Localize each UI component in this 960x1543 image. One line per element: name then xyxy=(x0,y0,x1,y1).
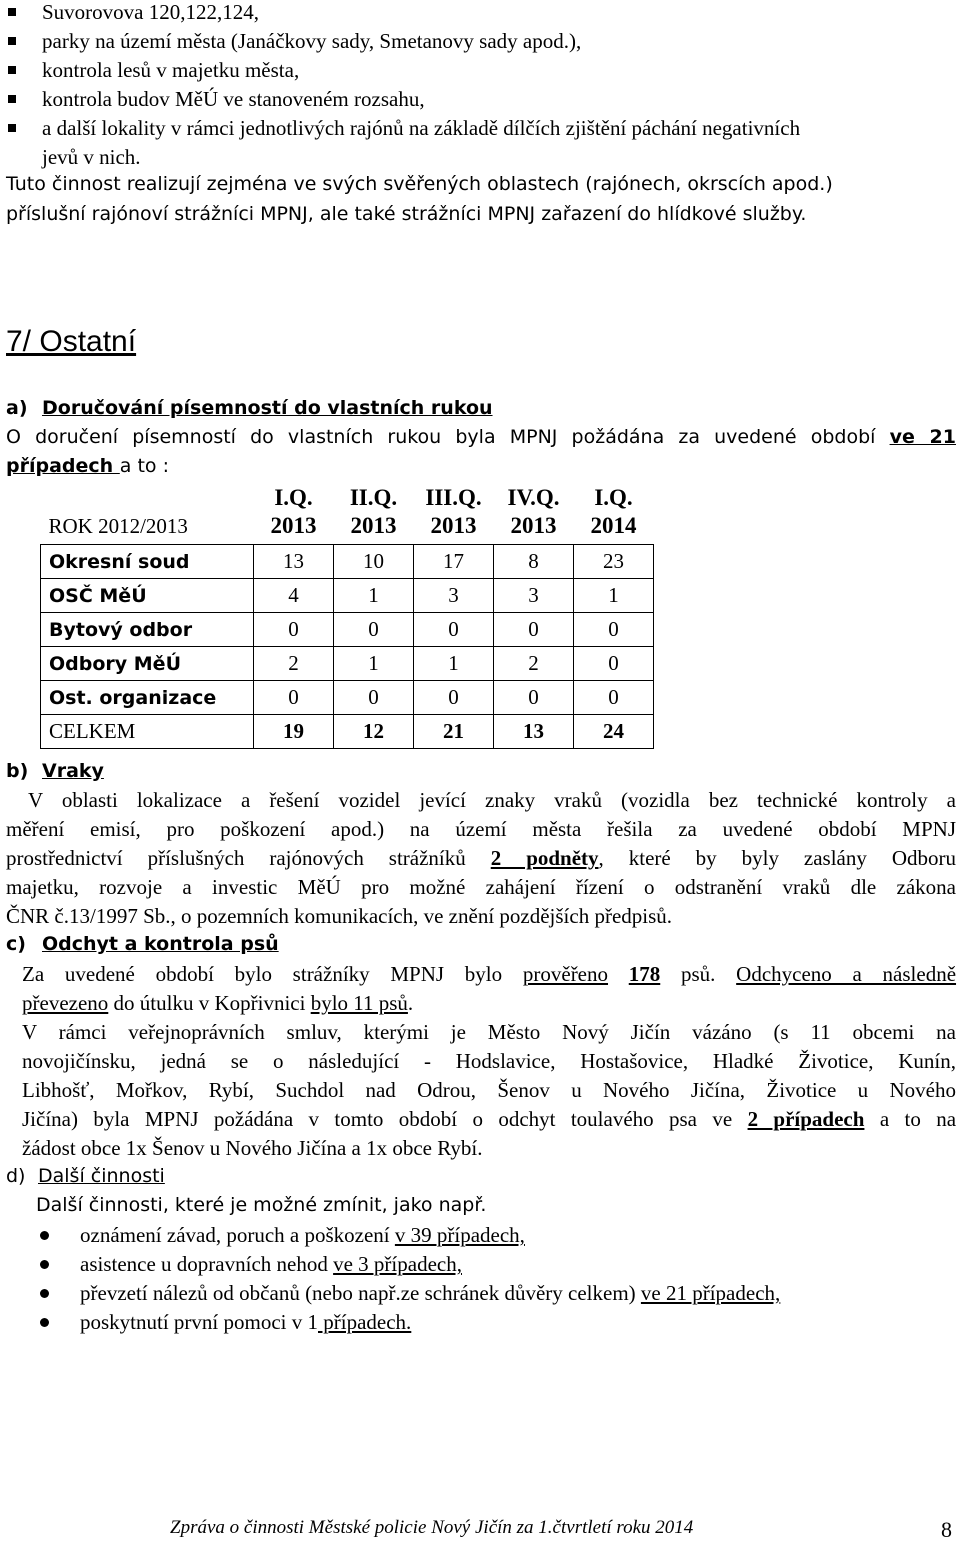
table-cell: 0 xyxy=(414,613,494,647)
section-a-letter: a) xyxy=(6,397,28,419)
table-header-row xyxy=(41,480,654,545)
list-item: parky na území města (Janáčkovy sady, Smetanovy sady apod.), xyxy=(42,29,582,53)
table-cell: 17 xyxy=(414,545,494,579)
section-d-intro: Další činnosti, které je možné zmínit, jako např. xyxy=(36,1194,487,1216)
section-d-heading: Další činnosti xyxy=(38,1165,165,1187)
list-item: Suvorovova 120,122,124, xyxy=(42,0,259,24)
square-bullet-icon xyxy=(8,124,16,132)
section-c-para-5: žádost obce 1x Šenov u Nového Jičína a 1x obce Rybí. xyxy=(22,1136,483,1160)
table-cell: 1 xyxy=(574,579,654,613)
round-bullet-icon xyxy=(40,1231,49,1240)
section-b-line-3: prostřednictví příslušných rajónových strážníků 2 podněty, které by byly zaslány Odboru xyxy=(6,846,956,870)
list-item: kontrola budov MěÚ ve stanoveném rozsahu, xyxy=(42,87,425,111)
section-a-line-2: případech a to : xyxy=(6,455,169,477)
table-cell: 21 xyxy=(414,715,494,749)
table-col-header: III.Q. 2013 xyxy=(414,480,494,545)
table-total-row xyxy=(41,715,654,749)
section-b-heading: Vraky xyxy=(42,760,104,782)
square-bullet-icon xyxy=(8,95,16,103)
table-cell: 10 xyxy=(334,545,414,579)
table-cell: 24 xyxy=(574,715,654,749)
table-col-header: I.Q. 2014 xyxy=(574,480,654,545)
square-bullet-icon xyxy=(8,37,16,45)
section-c-para-2: novojičínsku, jedná se o následující - Hodslavice, Hostašovice, Hladké Životice, Kunín, xyxy=(22,1049,956,1073)
section-a-line-1: O doručení písemností do vlastních rukou byla MPNJ požádána za uvedené období ve 21 xyxy=(6,426,956,448)
table-cell: 1 xyxy=(334,647,414,681)
table-cell: 1 xyxy=(334,579,414,613)
section-b-line-4: majetku, rozvoje a investic MěÚ pro možné zahájení řízení o odstranění vraků dle zákona xyxy=(6,875,956,899)
footer-text: Zpráva o činnosti Městské policie Nový Jičín za 1.čtvrtletí roku 2014 xyxy=(170,1517,694,1538)
list-item: převzetí nálezů od občanů (nebo např.ze schránek důvěry celkem) ve 21 případech, xyxy=(80,1281,781,1305)
table-cell: 3 xyxy=(414,579,494,613)
table-cell: 2 xyxy=(254,647,334,681)
section-d-letter: d) xyxy=(6,1165,26,1187)
section-b-line-2: měření emisí, pro poškození apod.) na území města řešila za uvedené období MPNJ xyxy=(6,817,956,841)
table-cell: 0 xyxy=(574,647,654,681)
table-row xyxy=(41,579,654,613)
row-label: OSČ MěÚ xyxy=(41,579,254,613)
section-title: 7/ Ostatní xyxy=(6,325,137,358)
table-row xyxy=(41,647,654,681)
section-b-letter: b) xyxy=(6,760,29,782)
table-cell: 23 xyxy=(574,545,654,579)
table-corner: ROK 2012/2013 xyxy=(41,480,254,545)
table-cell: 0 xyxy=(494,613,574,647)
table-row xyxy=(41,545,654,579)
round-bullet-icon xyxy=(40,1318,49,1327)
section-c-line-2: převezeno do útulku v Kopřivnici bylo 11 psů. xyxy=(22,991,414,1015)
table-cell: 8 xyxy=(494,545,574,579)
list-item: asistence u dopravních nehod ve 3 případech, xyxy=(80,1252,462,1276)
table-cell: 0 xyxy=(334,681,414,715)
table-cell: 0 xyxy=(254,613,334,647)
table-cell: 2 xyxy=(494,647,574,681)
list-item: kontrola lesů v majetku města, xyxy=(42,58,300,82)
round-bullet-icon xyxy=(40,1289,49,1298)
table-row xyxy=(41,681,654,715)
row-label: Okresní soud xyxy=(41,545,254,579)
table-cell: 19 xyxy=(254,715,334,749)
section-c-para-3: Libhošť, Mořkov, Rybí, Suchdol nad Odrou, Šenov u Nového Jičína, Životice u Nového xyxy=(22,1078,956,1102)
section-c-line-1: Za uvedené období bylo strážníky MPNJ bylo prověřeno 178 psů. Odchyceno a následně xyxy=(22,962,957,986)
section-c-letter: c) xyxy=(6,933,26,955)
section-a-heading: Doručování písemností do vlastních rukou xyxy=(42,397,493,419)
table-cell: 0 xyxy=(414,681,494,715)
section-c-para-1: V rámci veřejnoprávních smluv, kterými je Město Nový Jičín vázáno (s 11 obcemi na xyxy=(22,1020,956,1044)
square-bullet-icon xyxy=(8,66,16,74)
table-row xyxy=(41,613,654,647)
table-cell: 0 xyxy=(574,681,654,715)
page-number: 8 xyxy=(941,1517,952,1542)
square-bullet-icon xyxy=(8,8,16,16)
section-b-line-5: ČNR č.13/1997 Sb., o pozemních komunikacích, ve znění pozdějších předpisů. xyxy=(6,904,673,928)
round-bullet-icon xyxy=(40,1260,49,1269)
table-cell: 0 xyxy=(494,681,574,715)
table-cell: 13 xyxy=(254,545,334,579)
table-cell: 0 xyxy=(254,681,334,715)
list-item-continuation: jevů v nich. xyxy=(42,145,141,169)
row-label: CELKEM xyxy=(41,715,254,749)
table-cell: 0 xyxy=(334,613,414,647)
list-item: poskytnutí první pomoci v 1 případech. xyxy=(80,1310,412,1334)
table-cell: 13 xyxy=(494,715,574,749)
row-label: Bytový odbor xyxy=(41,613,254,647)
table-cell: 4 xyxy=(254,579,334,613)
intro-line-1: Tuto činnost realizují zejména ve svých svěřených oblastech (rajónech, okrscích apod.) xyxy=(6,173,833,195)
table-col-header: IV.Q. 2013 xyxy=(494,480,574,545)
table-cell: 1 xyxy=(414,647,494,681)
table-cell: 0 xyxy=(574,613,654,647)
table-col-header: I.Q. 2013 xyxy=(254,480,334,545)
list-item: a další lokality v rámci jednotlivých rajónů na základě dílčích zjištění páchání negativních xyxy=(42,116,801,140)
delivery-table xyxy=(40,480,654,749)
table-cell: 3 xyxy=(494,579,574,613)
list-item: oznámení závad, poruch a poškození v 39 případech, xyxy=(80,1223,525,1247)
intro-line-2: příslušní rajónoví strážníci MPNJ, ale také strážníci MPNJ zařazení do hlídkové služby. xyxy=(6,203,807,225)
section-b-line-1: V oblasti lokalizace a řešení vozidel jevící znaky vraků (vozidla bez technické kontroly a xyxy=(28,788,956,812)
section-c-para-4: Jičína) byla MPNJ požádána v tomto období o odchyt toulavého psa ve 2 případech a to na xyxy=(22,1107,957,1131)
section-c-heading: Odchyt a kontrola psů xyxy=(42,933,279,955)
row-label: Ost. organizace xyxy=(41,681,254,715)
table-cell: 12 xyxy=(334,715,414,749)
row-label: Odbory MěÚ xyxy=(41,647,254,681)
table-col-header: II.Q. 2013 xyxy=(334,480,414,545)
